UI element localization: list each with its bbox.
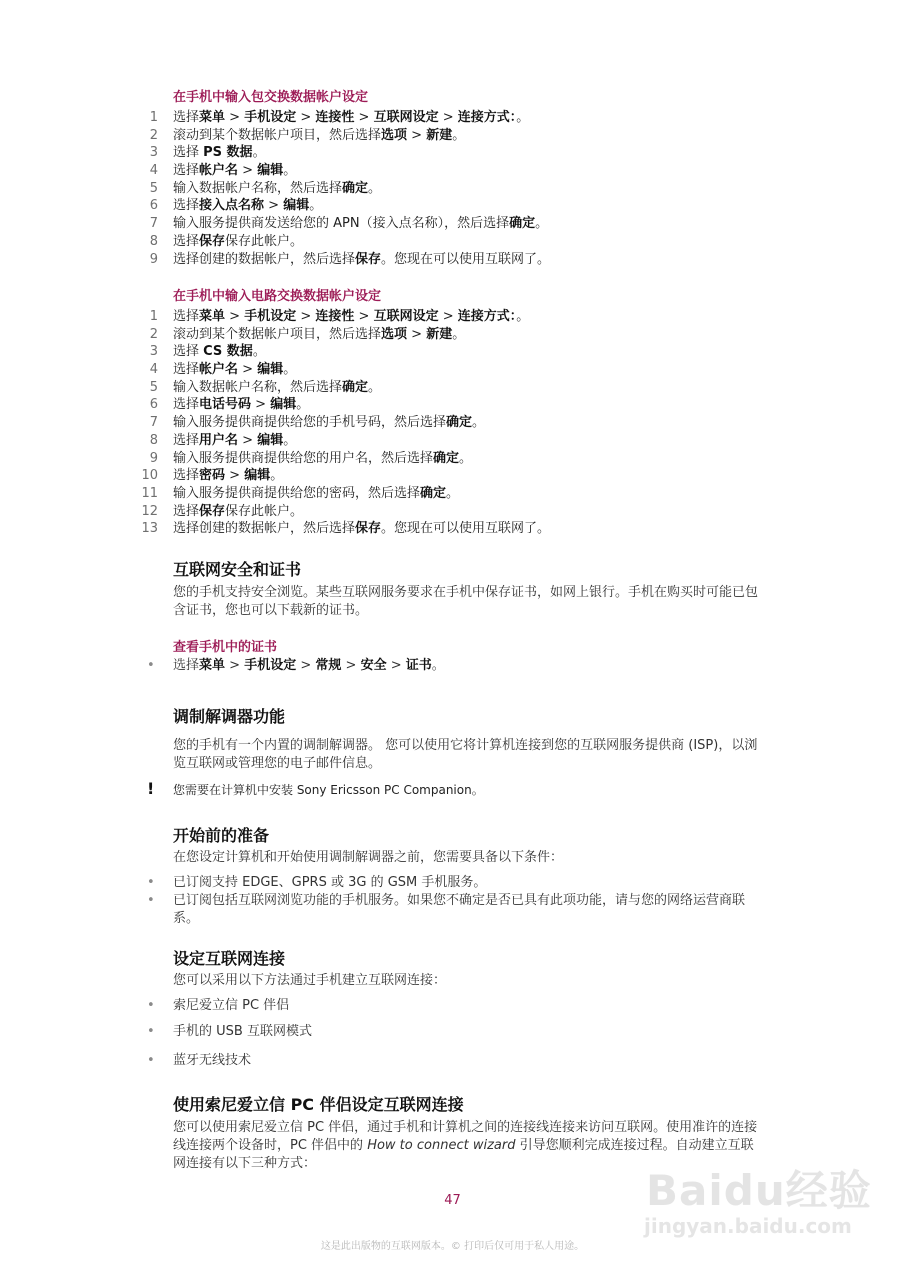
step-text: 选择菜单 > 手机设定 > 连接性 > 互联网设定 > 连接方式：。 (173, 110, 530, 125)
list-item (0, 127, 905, 145)
step-number: 8 (149, 432, 158, 448)
bullet-dot: • (147, 658, 155, 673)
pc-companion-paragraph: 您可以使用索尼爱立信 PC 伴侣，通过手机和计算机之间的连接线连接来访问互联网。使用准许的连接线连接两个设备时，PC 伴侣中的 How to connect wizard 引导您顺利完成连接过程。自动建立互联网连接有以下三种方式： (173, 1120, 758, 1171)
watermark-url: jingyan.baidu.com (644, 1214, 852, 1238)
packet-steps-list (0, 109, 905, 268)
step-text: 滚动到某个数据帐户项目，然后选择选项 > 新建。 (173, 326, 466, 342)
view-cert-title: 查看手机中的证书 (173, 640, 278, 655)
setup-bullet-text: 蓝牙无线技术 (173, 1053, 252, 1068)
step-text: 选择创建的数据帐户，然后选择保存。您现在可以使用互联网了。 (173, 521, 551, 537)
list-item (0, 162, 905, 180)
step-text: 选择电话号码 > 编辑。 (173, 397, 310, 413)
bullet-dot: • (147, 875, 155, 890)
step-number: 9 (149, 251, 158, 267)
step-text: 选择保存保存此帐户。 (173, 503, 304, 519)
step-number: 4 (149, 362, 158, 378)
step-number: 11 (141, 485, 158, 501)
view-cert-bullet-text: 选择菜单 > 手机设定 > 常规 > 安全 > 证书。 (173, 658, 445, 673)
step-number: 6 (149, 198, 158, 214)
step-number: 5 (149, 180, 158, 196)
list-item (0, 109, 905, 127)
exclamation-icon: ! (147, 779, 155, 798)
circuit-steps-list (0, 308, 905, 538)
bullet-dot: • (147, 893, 155, 908)
list-item (0, 379, 905, 397)
packet-section-title: 在手机中输入包交换数据帐户设定 (173, 90, 369, 105)
modem-paragraph: 您的手机有一个内置的调制解调器。 您可以使用它将计算机连接到您的互联网服务提供商 (ISP)，以浏览互联网或管理您的电子邮件信息。 (173, 738, 758, 771)
step-number: 6 (149, 397, 158, 413)
security-heading: 互联网安全和证书 (173, 560, 302, 579)
step-number: 2 (149, 127, 158, 143)
list-item (0, 180, 905, 198)
baidu-watermark (640, 1148, 880, 1258)
step-text: 选择用户名 > 编辑。 (173, 432, 297, 448)
before-bullet-text: 已订阅包括互联网浏览功能的手机服务。如果您不确定是否已具有此项功能，请与您的网络运营商联系。 (173, 893, 746, 926)
bullet-dot: • (147, 1024, 155, 1039)
list-item (0, 361, 905, 379)
list-item (0, 197, 905, 215)
step-number: 10 (141, 468, 158, 484)
step-text: 输入服务提供商提供给您的手机号码，然后选择确定。 (173, 415, 486, 431)
modem-heading: 调制解调器功能 (173, 707, 286, 726)
step-number: 7 (149, 216, 158, 232)
bullet-dot: • (147, 998, 155, 1013)
step-text: 选择 PS 数据。 (173, 145, 266, 161)
step-text: 输入数据帐户名称，然后选择确定。 (173, 379, 382, 395)
before-heading: 开始前的准备 (173, 826, 270, 845)
step-number: 3 (149, 344, 158, 360)
list-item (0, 144, 905, 162)
page-number: 47 (444, 1193, 461, 1208)
step-text: 输入服务提供商发送给您的 APN（接入点名称），然后选择确定。 (173, 216, 549, 232)
setup-bullet-text: 手机的 USB 互联网模式 (173, 1024, 312, 1039)
security-paragraph: 您的手机支持安全浏览。某些互联网服务要求在手机中保存证书，如网上银行。手机在购买时可能已包含证书，您也可以下载新的证书。 (173, 585, 759, 618)
list-item (0, 432, 905, 450)
list-item (0, 215, 905, 233)
step-number: 5 (149, 379, 158, 395)
step-text: 选择保存保存此帐户。 (173, 233, 304, 249)
modem-note-text: 您需要在计算机中安装 Sony Ericsson PC Companion。 (173, 783, 484, 797)
list-item (0, 308, 905, 326)
step-number: 1 (149, 309, 158, 324)
watermark-logo: Baidu经验 (646, 1166, 872, 1215)
list-item (0, 450, 905, 468)
step-number: 4 (149, 163, 158, 179)
list-item (0, 467, 905, 485)
list-item (0, 233, 905, 251)
step-text: 输入服务提供商提供给您的用户名，然后选择确定。 (173, 450, 473, 466)
list-item (0, 414, 905, 432)
step-number: 1 (149, 110, 158, 125)
step-number: 8 (149, 233, 158, 249)
step-text: 选择菜单 > 手机设定 > 连接性 > 互联网设定 > 连接方式：。 (173, 309, 530, 324)
before-paragraph: 在您设定计算机和开始使用调制解调器之前，您需要具备以下条件： (173, 850, 564, 865)
step-number: 7 (149, 415, 158, 431)
setup-paragraph: 您可以采用以下方法通过手机建立互联网连接： (173, 973, 447, 988)
list-item (0, 485, 905, 503)
list-item (0, 396, 905, 414)
list-item (0, 326, 905, 344)
step-number: 13 (141, 521, 158, 537)
setup-heading: 设定互联网连接 (173, 949, 286, 968)
step-number: 12 (141, 503, 158, 519)
circuit-section-title: 在手机中输入电路交换数据帐户设定 (173, 289, 382, 304)
list-item (0, 520, 905, 538)
step-text: 选择密码 > 编辑。 (173, 468, 284, 484)
pc-companion-heading: 使用索尼爱立信 PC 伴侣设定互联网连接 (173, 1095, 464, 1114)
setup-bullet-text: 索尼爱立信 PC 伴侣 (173, 998, 290, 1013)
list-item (0, 251, 905, 269)
list-item (0, 343, 905, 361)
step-number: 2 (149, 326, 158, 342)
step-number: 3 (149, 145, 158, 161)
step-text: 选择创建的数据帐户，然后选择保存。您现在可以使用互联网了。 (173, 251, 551, 267)
step-text: 选择接入点名称 > 编辑。 (173, 198, 323, 214)
step-text: 输入服务提供商提供给您的密码，然后选择确定。 (173, 485, 460, 501)
step-number: 9 (149, 450, 158, 466)
step-text: 选择 CS 数据。 (173, 344, 266, 360)
bullet-dot: • (147, 1053, 155, 1068)
step-text: 滚动到某个数据帐户项目，然后选择选项 > 新建。 (173, 127, 466, 143)
step-text: 输入数据帐户名称，然后选择确定。 (173, 180, 382, 196)
step-text: 选择帐户名 > 编辑。 (173, 362, 297, 378)
before-bullet-text: 已订阅支持 EDGE、GPRS 或 3G 的 GSM 手机服务。 (173, 875, 487, 890)
list-item (0, 503, 905, 521)
step-text: 选择帐户名 > 编辑。 (173, 163, 297, 179)
page-footer: 这是此出版物的互联网版本。© 打印后仅可用于私人用途。 (320, 1241, 585, 1252)
